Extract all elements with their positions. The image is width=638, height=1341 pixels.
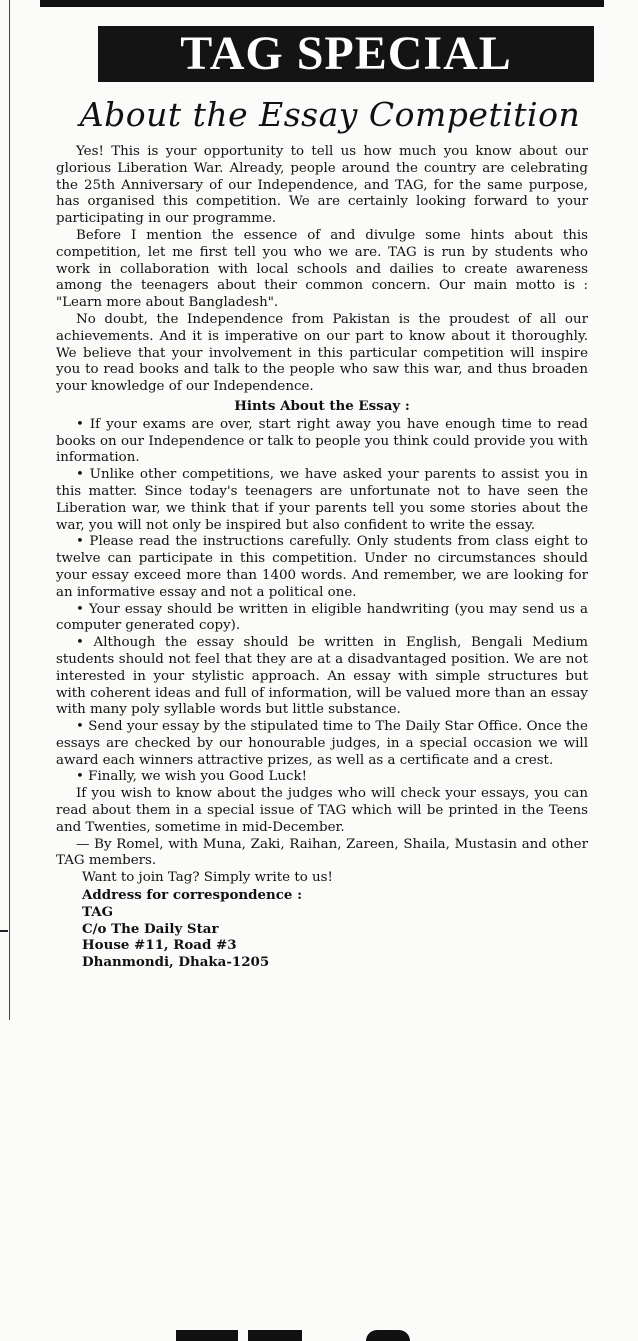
- join-prompt: Want to join Tag? Simply write to us!: [82, 870, 333, 886]
- independence-paragraph: No doubt, the Independence from Pakistan is the proudest of all our achievements. And it is imperative on our part to know about it thoroughly. We believe that your involvement in this particular competition will inspire you to read books and talk to the people who saw this war, and thus broaden your knowledge of our Independence.: [56, 311, 588, 395]
- hint-item: • Although the essay should be written in English, Bengali Medium students should not feel that they are at a disadvantaged position. We are not interested in your stylistic approach. An essay with simple structures but with coherent ideas and full of information, will be valued more than an essay with many poly syllable words but little substance.: [56, 635, 588, 718]
- hint-item: • Please read the instructions carefully. Only students from class eight to twelve can participate in this competition. Under no circumstances should your essay exceed more than 1400 words. And remember, we are looking for an informative essay and not a political one.: [56, 534, 588, 600]
- hint-item: • Your essay should be written in eligible handwriting (you may send us a computer generated copy).: [56, 601, 588, 634]
- intro-paragraph: Yes! This is your opportunity to tell us how much you know about our glorious Liberation War. Already, people around the country are celebrating the 25th Anniversary of our Independence, and TAG, for the same purpose, has organised this competition. We are certainly looking forward to your participating in our programme.: [56, 144, 588, 227]
- correspondence-address: [56, 887, 588, 971]
- hint-item: • If your exams are over, start right away you have enough time to read books on our Independence or talk to people you think could provide you with information.: [56, 416, 588, 466]
- address-line: TAG: [82, 903, 114, 920]
- about-paragraph: Before I mention the essence of and divulge some hints about this competition, let me first tell you who we are. TAG is run by students who work in collaboration with local schools and dailies to create awareness among the teenagers about their common concern. Our main motto is : "Learn more about Bangladesh".: [56, 227, 588, 311]
- section-banner: TAG SPECIAL: [98, 26, 594, 82]
- judges-note: If you wish to know about the judges who will check your essays, you can read about them in a special issue of TAG which will be printed in the Teens and Twenties, sometime in mid-December.: [56, 786, 588, 835]
- address-line: House #11, Road #3: [82, 937, 237, 954]
- column-rule: [9, 0, 10, 1020]
- address-line: Dhanmondi, Dhaka-1205: [82, 954, 270, 971]
- top-border-line: [40, 6, 604, 7]
- address-heading: Address for correspondence :: [82, 887, 303, 904]
- cropped-glyph: [248, 1330, 302, 1341]
- margin-mark: [0, 930, 8, 932]
- article-headline: About the Essay Competition: [79, 95, 581, 134]
- hint-item: • Unlike other competitions, we have asked your parents to assist you in this matter. Since today's teenagers are unfortunate not to have seen the Liberation war, we think that if your parents tell you some stories about the war, you will not only be inspired but also confident to write the essay.: [56, 467, 588, 533]
- author-signature: — By Romel, with Muna, Zaki, Raihan, Zareen, Shaila, Mustasin and other TAG members.: [56, 836, 588, 869]
- cropped-glyph: [366, 1330, 410, 1341]
- address-line: C/o The Daily Star: [82, 920, 219, 937]
- cropped-next-headline: [170, 1330, 470, 1341]
- hint-item: • Finally, we wish you Good Luck!: [76, 769, 308, 785]
- cropped-glyph: [176, 1330, 238, 1341]
- article-body: [56, 144, 588, 971]
- hints-heading: Hints About the Essay :: [234, 397, 410, 414]
- hint-item: • Send your essay by the stipulated time to The Daily Star Office. Once the essays are checked by our honourable judges, in a special occasion we will award each winners attractive prizes, as well as a certificate and a crest.: [56, 719, 588, 768]
